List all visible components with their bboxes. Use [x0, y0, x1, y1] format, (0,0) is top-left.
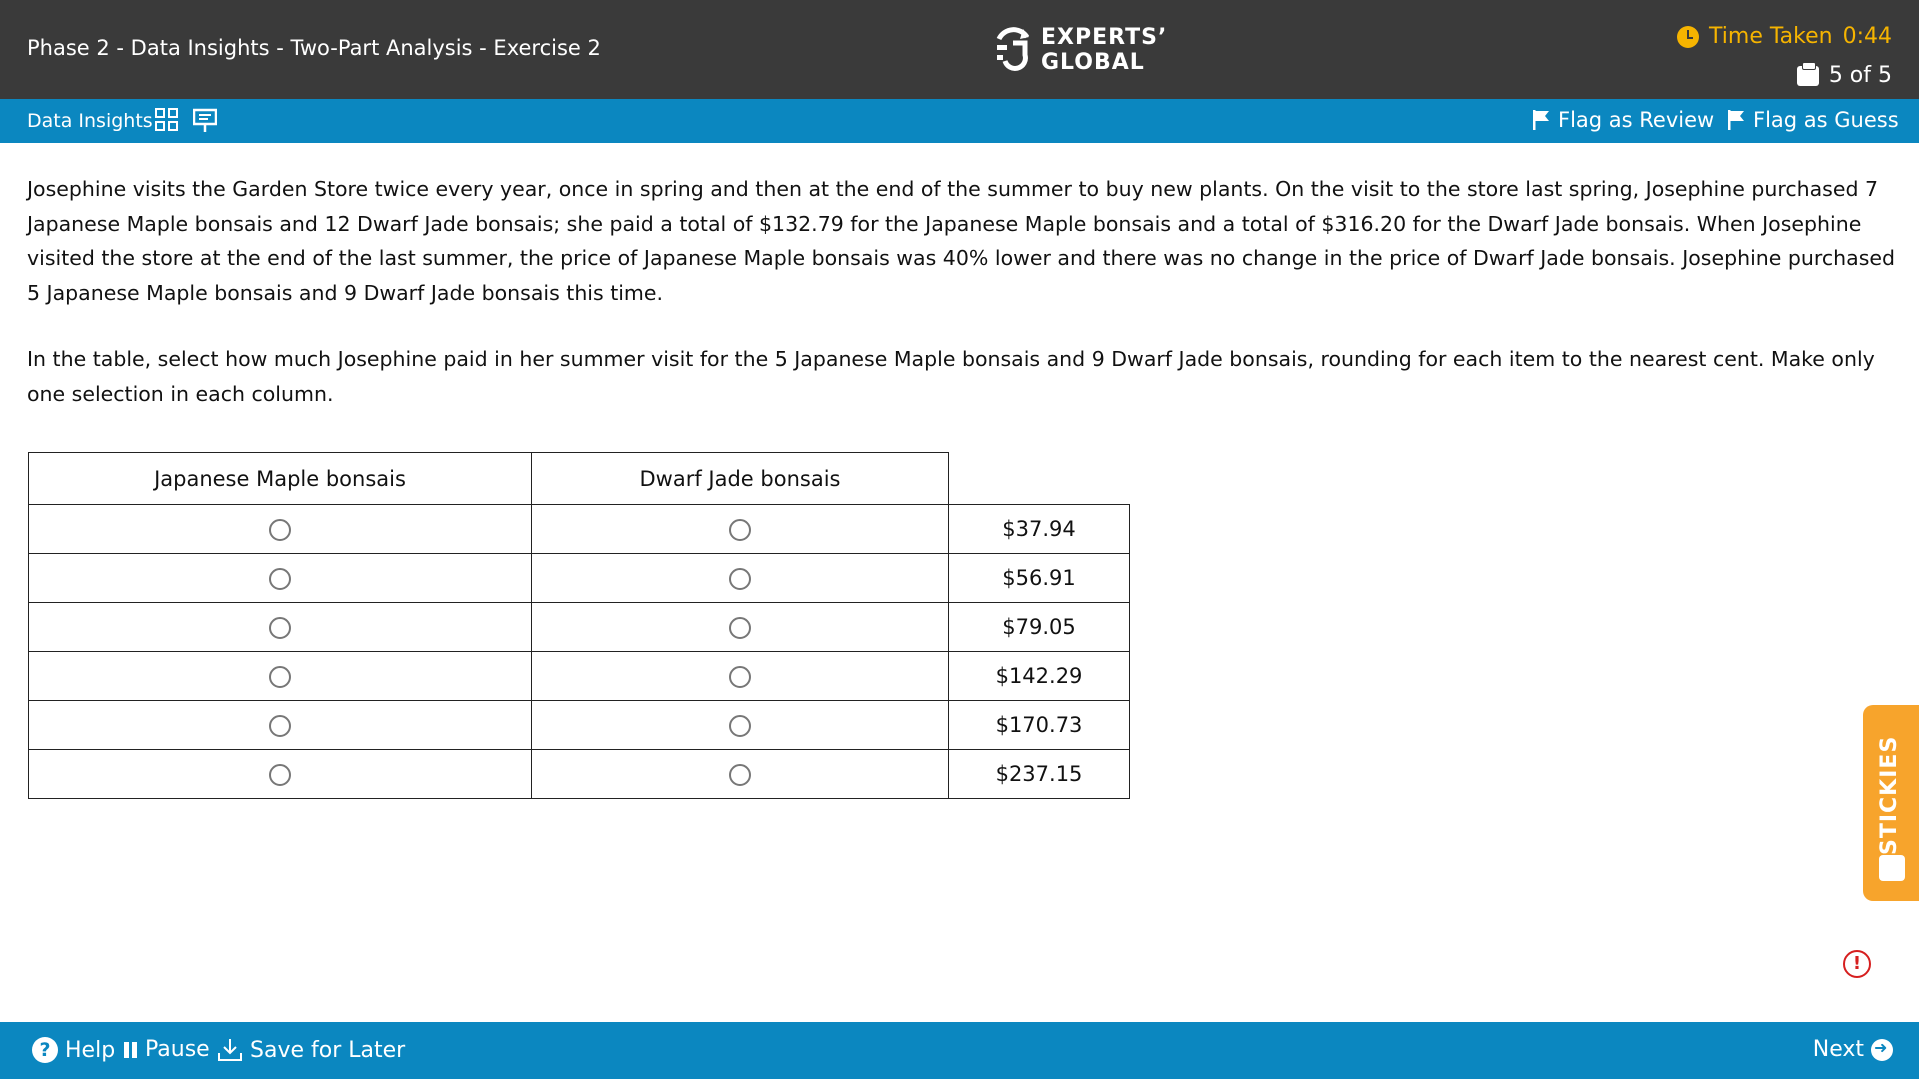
japanese-maple-radio-1[interactable]: [269, 519, 291, 541]
timer-label: Time Taken: [1709, 24, 1833, 49]
pause-button[interactable]: Pause: [124, 1037, 210, 1062]
clipboard-icon: [1797, 66, 1819, 86]
japanese-maple-radio-2[interactable]: [269, 568, 291, 590]
option-value: $56.91: [949, 554, 1130, 603]
option-value: $37.94: [949, 505, 1130, 554]
column-header-dwarf-jade: Dwarf Jade bonsais: [532, 453, 949, 505]
timer: [1677, 24, 1892, 49]
option-value: $170.73: [949, 701, 1130, 750]
question-passage: Josephine visits the Garden Store twice every year, once in spring and then at the end of the summer to buy new plants. On the visit to the store last spring, Josephine purchased 7 Japanese Maple bonsais and 12 Dwarf Jade bonsais; she paid a total of $132.79 for the Japanese Maple bonsais and a total of $316.20 for the Dwarf Jade bonsais. When Josephine visited the store at the end of the last summer, the price of Japanese Maple bonsais was 40% lower and there was no change in the price of Dwarf Jade bonsais. Josephine purchased 5 Japanese Maple bonsais and 9 Dwarf Jade bonsais this time.: [27, 177, 1896, 305]
report-error-icon[interactable]: !: [1843, 950, 1871, 978]
japanese-maple-radio-5[interactable]: [269, 715, 291, 737]
japanese-maple-radio-3[interactable]: [269, 617, 291, 639]
japanese-maple-radio-4[interactable]: [269, 666, 291, 688]
section-label: Data Insights: [27, 110, 153, 132]
dwarf-jade-radio-1[interactable]: [729, 519, 751, 541]
sticky-note-icon: [1879, 855, 1905, 881]
column-header-japanese-maple: Japanese Maple bonsais: [29, 453, 532, 505]
table-row: [29, 652, 1130, 701]
download-icon: [217, 1037, 243, 1063]
japanese-maple-radio-6[interactable]: [269, 764, 291, 786]
table-row: [29, 554, 1130, 603]
whiteboard-icon[interactable]: [193, 108, 217, 134]
option-value: $79.05: [949, 603, 1130, 652]
calculator-icon[interactable]: [155, 108, 179, 132]
next-button[interactable]: Next ➜: [1813, 1037, 1893, 1062]
flag-review-button[interactable]: Flag as Review: [1532, 108, 1714, 132]
save-for-later-button[interactable]: Save for Later: [217, 1037, 405, 1063]
dwarf-jade-radio-5[interactable]: [729, 715, 751, 737]
flag-guess-button[interactable]: Flag as Guess: [1727, 108, 1899, 132]
flag-icon: [1532, 109, 1550, 131]
dwarf-jade-radio-3[interactable]: [729, 617, 751, 639]
question-counter: 5 of 5: [1797, 63, 1892, 88]
logo: [993, 25, 1167, 75]
exam-title: Phase 2 - Data Insights - Two-Part Analysis - Exercise 2: [27, 36, 601, 60]
flag-icon: [1727, 109, 1745, 131]
table-row: [29, 750, 1130, 799]
help-icon: ?: [32, 1037, 58, 1063]
table-row: [29, 701, 1130, 750]
help-button[interactable]: ? Help: [32, 1037, 115, 1063]
logo-text: EXPERTS’ GLOBAL: [1041, 25, 1168, 75]
option-value: $237.15: [949, 750, 1130, 799]
answer-table: [28, 452, 1130, 799]
question-instruction: In the table, select how much Josephine paid in her summer visit for the 5 Japanese Maple bonsais and 9 Dwarf Jade bonsais, rounding for each item to the nearest cent. Make only one selection in each column.: [27, 347, 1875, 406]
clock-icon: [1677, 26, 1699, 48]
stickies-label: STICKIES: [1877, 735, 1902, 855]
timer-value: 0:44: [1842, 24, 1892, 49]
table-header-row: [29, 453, 1130, 505]
option-value: $142.29: [949, 652, 1130, 701]
dwarf-jade-radio-4[interactable]: [729, 666, 751, 688]
pause-icon: [124, 1042, 138, 1058]
table-row: [29, 505, 1130, 554]
dwarf-jade-radio-6[interactable]: [729, 764, 751, 786]
logo-icon: [993, 25, 1033, 75]
stickies-tab[interactable]: [1863, 705, 1919, 901]
table-row: [29, 603, 1130, 652]
arrow-right-icon: [1871, 1039, 1893, 1061]
dwarf-jade-radio-2[interactable]: [729, 568, 751, 590]
top-bar: [0, 0, 1919, 99]
footer-bar: [0, 1022, 1919, 1079]
column-header-blank: [949, 453, 1130, 505]
